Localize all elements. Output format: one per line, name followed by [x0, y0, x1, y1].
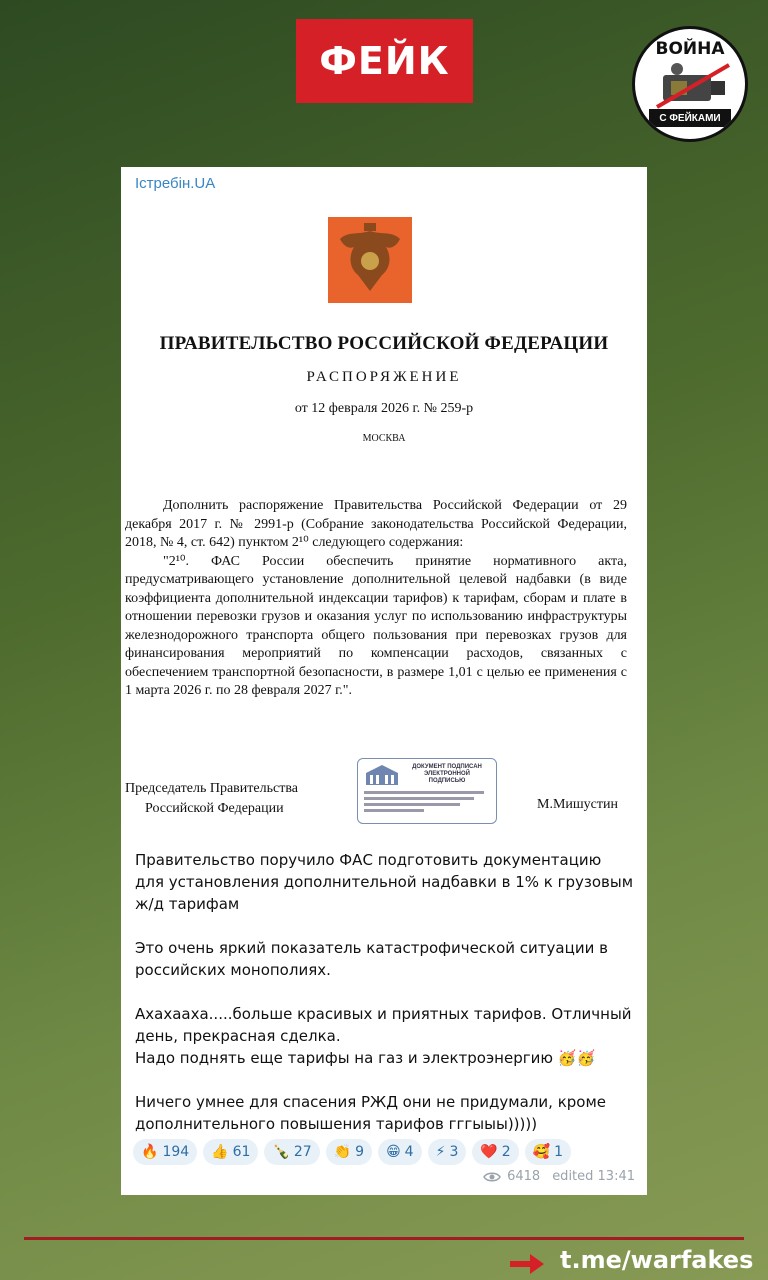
camera-crossed-icon: [653, 61, 733, 111]
building-icon: [364, 765, 400, 787]
telegram-post: [121, 167, 647, 1195]
reaction-heart[interactable]: ❤️ 2: [472, 1139, 518, 1165]
edited-time: edited 13:41: [552, 1169, 635, 1184]
fake-banner: ФЕЙК: [296, 19, 473, 103]
view-count: 6418: [507, 1169, 541, 1184]
post-meta: [483, 1169, 635, 1184]
arrow-right-icon: [510, 1252, 546, 1276]
reaction-fire[interactable]: 🔥 194: [133, 1139, 197, 1165]
reaction-champagne[interactable]: 🍾 27: [264, 1139, 319, 1165]
signer-title-line: Российской Федерации: [145, 801, 284, 816]
message-paragraph: Ахахааха.....больше красивых и приятных тарифов. Отличный день, прекрасная сделка. Надо поднять еще тарифы на газ и электроэнергию 🥳🥳: [135, 1005, 632, 1067]
footer-divider: [24, 1237, 744, 1240]
signer-title-line: Председатель Правительства: [125, 781, 298, 796]
channel-name[interactable]: Істребін.UA: [135, 175, 216, 192]
signer-title: [125, 779, 298, 819]
reaction-clap[interactable]: 👏 9: [326, 1139, 372, 1165]
reaction-smiling-hearts[interactable]: 🥰 1: [525, 1139, 571, 1165]
document-paragraph: "2¹⁰. ФАС России обеспечить принятие нормативного акта, предусматривающего установление дополнительной целевой надбавки (в виде коэффициента дополнительной индексации тарифов) к тарифам, сборам и плате в отношении перевозки грузов и оказания услуг по использованию инфраструктуры железнодорожного транспорта общего пользования при перевозках грузов для финансирования мероприятий по компенсации расходов, связанных с обеспечением транспортной безопасности, в размере 1,01 с целью ее применения с 1 марта 2026 г. по 28 февраля 2027 г.".: [125, 553, 627, 698]
document-body: [125, 497, 627, 701]
message-paragraph: Правительство поручило ФАС подготовить документацию для установления дополнительной надбавки в 1% к грузовым ж/д тарифам: [135, 851, 634, 913]
document-paragraph: Дополнить распоряжение Правительства Российской Федерации от 29 декабря 2017 г. № 2991-р (Собрание законодательства Российской Федерации, 2018, № 4, ст. 642) пунктом 2¹⁰ следующего содержания:: [125, 498, 627, 550]
eye-icon: [483, 1171, 501, 1183]
reaction-lightning[interactable]: ⚡ 3: [428, 1139, 467, 1165]
signer-name: М.Мишустин: [537, 797, 618, 812]
order-city: МОСКВА: [362, 433, 406, 444]
war-on-fakes-logo: [632, 26, 748, 142]
logo-bottom-text: С ФЕЙКАМИ: [649, 109, 731, 127]
russian-coat-of-arms-icon: [328, 217, 412, 303]
electronic-signature-stamp: [357, 758, 497, 824]
reaction-thumbs-up[interactable]: 👍 61: [203, 1139, 258, 1165]
government-title: ПРАВИТЕЛЬСТВО РОССИЙСКОЙ ФЕДЕРАЦИИ: [159, 333, 609, 354]
stamp-details: [364, 791, 484, 812]
stamp-heading: ДОКУМЕНТ ПОДПИСАН ЭЛЕКТРОННОЙ ПОДПИСЬЮ: [412, 764, 482, 784]
order-date-number: от 12 февраля 2026 г. № 259-р: [294, 401, 474, 416]
message-paragraph: Ничего умнее для спасения РЖД они не придумали, кроме дополнительного повышения тарифов гггыыы))))): [135, 1093, 606, 1133]
order-title: РАСПОРЯЖЕНИЕ: [306, 369, 462, 385]
reactions-bar: [133, 1139, 571, 1165]
reaction-grin[interactable]: 😁 4: [378, 1139, 422, 1165]
logo-top-text: ВОЙНА: [655, 39, 725, 59]
footer-channel-link[interactable]: t.me/warfakes: [560, 1246, 754, 1274]
message-text: [135, 849, 635, 1157]
message-paragraph: Это очень яркий показатель катастрофической ситуации в российских монополиях.: [135, 939, 608, 979]
